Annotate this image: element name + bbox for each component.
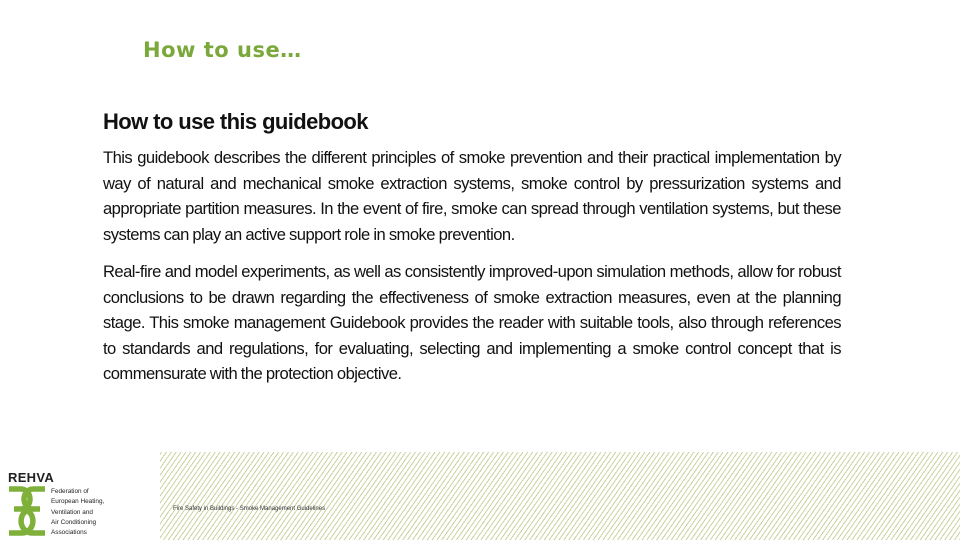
footer-stripe-band xyxy=(160,452,960,540)
content-block xyxy=(103,108,841,399)
paragraph-intro: This guidebook describes the different principles of smoke prevention and their practical implementation by way of natural and mechanical smoke extraction systems, smoke control by pressurization systems and appropriate partition measures. In the event of fire, smoke can spread through ventilation systems, but these systems can play an active support role in smoke prevention. xyxy=(103,148,841,244)
footer-text: Fire Safety in Buildings - Smoke Management Guidelines xyxy=(173,506,326,512)
rehva-logo xyxy=(6,470,156,536)
rehva-mark-icon xyxy=(6,486,48,536)
content-heading: How to use this guidebook xyxy=(103,109,368,134)
slide-title: How to use… xyxy=(143,38,302,62)
paragraph-experiments: Real-fire and model experiments, as well as consistently improved-upon simulation methods, allow for robust conclusions to be drawn regarding the effectiveness of smoke extraction measures, even at the planning stage. This smoke management Guidebook provides the reader with suitable tools, also through references to standards and regulations, for evaluating, selecting and implementing a smoke control concept that is commensurate with the protection objective. xyxy=(103,262,841,383)
logo-org-text: Federation of European Heating, Ventilation and Air Conditioning Associations xyxy=(51,488,105,537)
logo-name: REHVA xyxy=(8,470,55,485)
